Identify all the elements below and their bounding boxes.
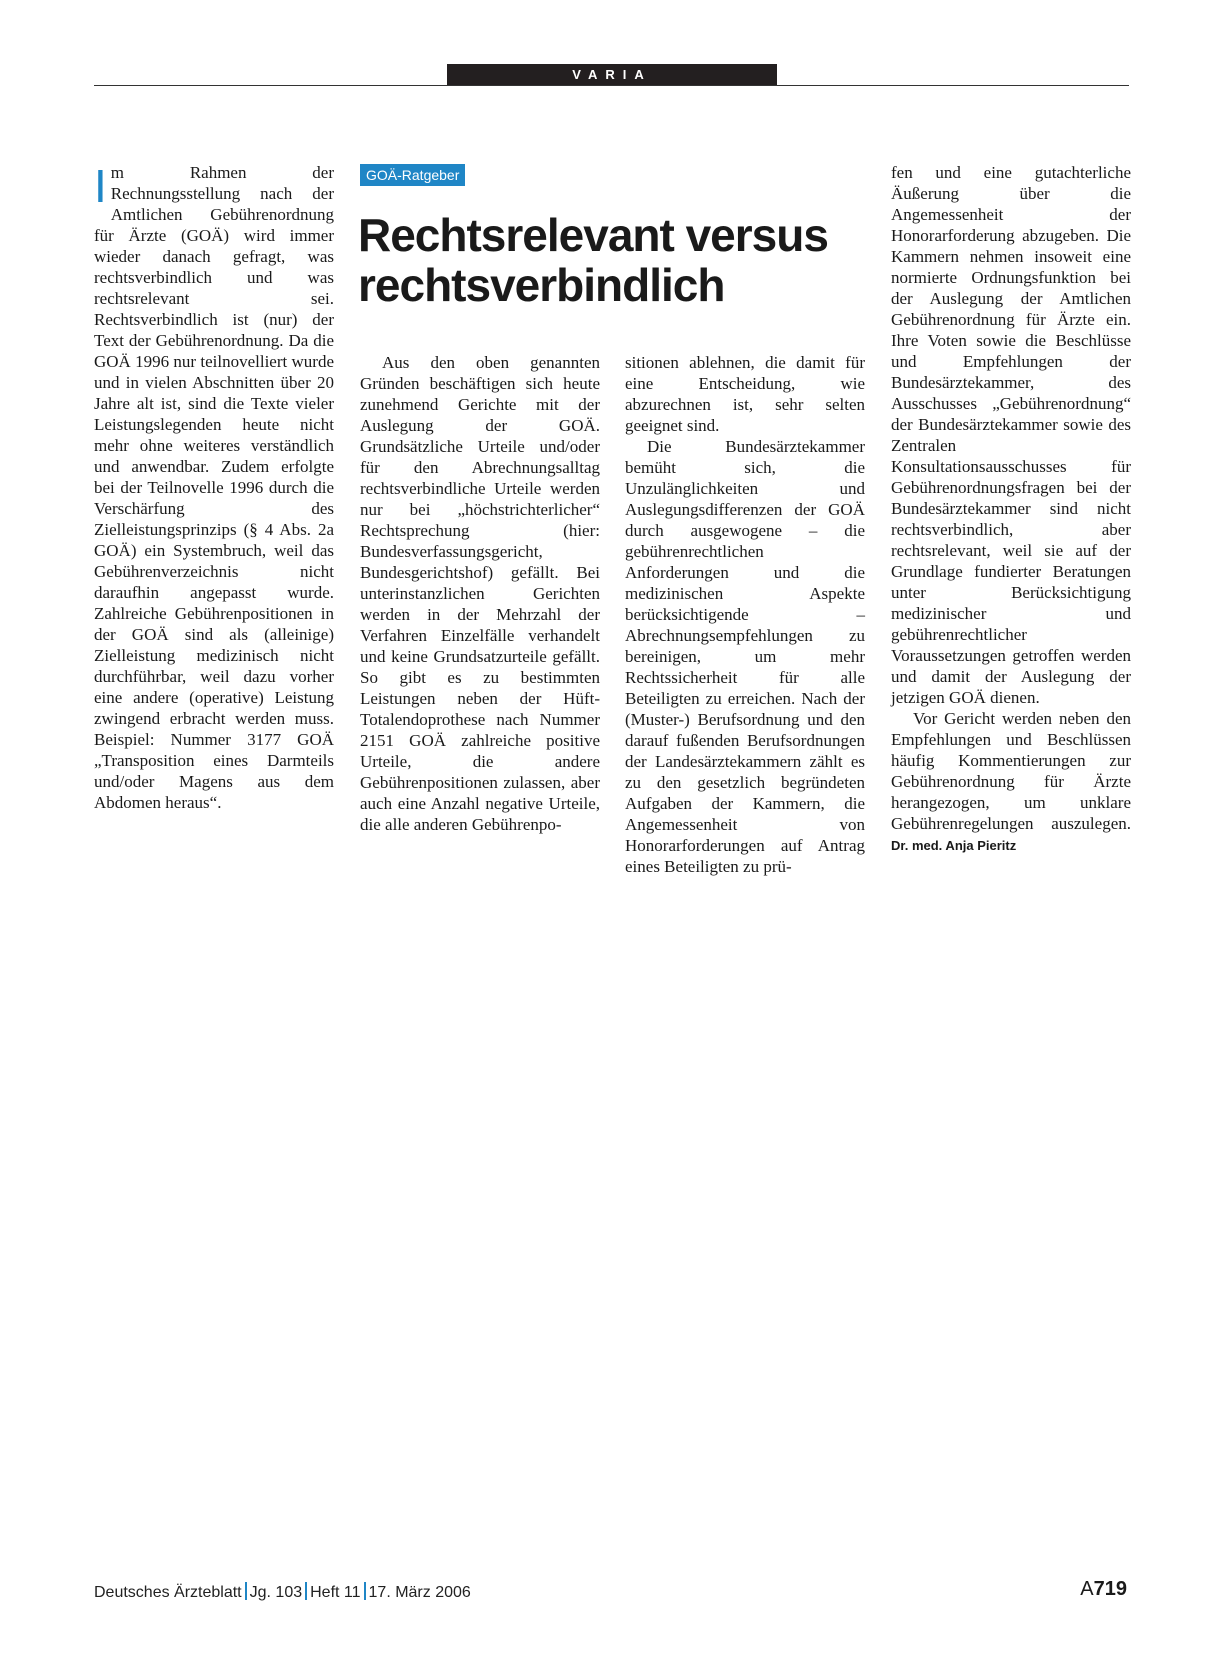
volume: Jg. 103 bbox=[249, 1584, 303, 1601]
article-title: Rechtsrelevant versus rechtsverbindlich bbox=[358, 209, 828, 311]
page-number-value: 719 bbox=[1093, 1578, 1127, 1600]
article-column-4 bbox=[891, 162, 1131, 856]
paragraph: Aus den oben genannten Gründen beschäftigen sich heute zunehmend Gerichte mit der Auslegung der GOÄ. Grundsätzliche Urteile und/oder für den Abrechnungsalltag rechtsverbindliche Urteile werden nur bei „höchstrichterlicher“ Rechtsprechung (hier: Bundesverfassungsgericht, Bundesgerichtshof) gefällt. Bei unterinstanzlichen Gerichten werden in der Mehrzahl der Verfahren Einzelfälle verhandelt und keine Grundsatzurteile gefällt. So gibt es zu bestimmten Leistungen neben der Hüft-Totalendoprothese nach Nummer 2151 GOÄ zahlreiche positive Urteile, die andere Gebührenpositionen zulassen, aber auch eine Anzahl negative Urteile, die alle anderen Gebührenpo- bbox=[360, 353, 600, 834]
section-label: VARIA bbox=[447, 64, 777, 85]
paragraph: sitionen ablehnen, die damit für eine Entscheidung, wie abzurechnen ist, sehr selten geeignet sind. bbox=[625, 353, 865, 435]
header-rule bbox=[94, 85, 1129, 86]
issue-date: 17. März 2006 bbox=[368, 1584, 471, 1601]
closing-paragraph bbox=[891, 708, 1131, 856]
journal-name: Deutsches Ärzteblatt bbox=[94, 1584, 242, 1601]
paragraph: Die Bundesärztekammer bemüht sich, die Unzulänglichkeiten und Auslegungsdifferenzen der GOÄ durch ausgewogene – die gebührenrechtlichen Anforderungen und die medizinischen Aspekte berücksichtigende – Abrechnungsempfehlungen zu bereinigen, um mehr Rechtssicherheit für alle Beteiligten zu erreichen. Nach der (Muster-) Berufsordnung und den darauf fußenden Berufsordnungen der Landesärztekammern zählt es zu den gesetzlich begründeten Aufgaben der Kammern, die Angemessenheit von Honorarforderungen auf Antrag eines Beteiligten zu prü- bbox=[625, 437, 865, 876]
issue: Heft 11 bbox=[310, 1584, 361, 1601]
article-column-3 bbox=[625, 352, 865, 877]
page-prefix: A bbox=[1080, 1578, 1094, 1600]
intro-paragraph bbox=[94, 162, 334, 813]
rubric-label: GOÄ-Ratgeber bbox=[360, 164, 465, 186]
footer-separator bbox=[305, 1582, 307, 1600]
paragraph-text: Vor Gericht werden neben den Empfehlungen und Beschlüssen häufig Kommentierungen zur Gebührenordnung für Ärzte herangezogen, um unklare Gebührenregelungen auszulegen. bbox=[891, 709, 1131, 833]
intro-text: m Rahmen der Rechnungsstellung nach der Amtlichen Gebührenordnung für Ärzte (GOÄ) wird immer wieder danach gefragt, was rechtsverbindlich und was rechtsrelevant sei. Rechtsverbindlich ist (nur) der Text der Gebührenordnung. Da die GOÄ 1996 nur teilnovelliert wurde und in vielen Abschnitten über 20 Jahre alt ist, sind die Texte vieler Leistungslegenden heute nicht mehr ohne weiteres verständlich und anwendbar. Zudem erfolgte bei der Teilnovelle 1996 durch die Verschärfung des Zielleistungsprinzips (§ 4 Abs. 2a GOÄ) ein Systembruch, weil das Gebührenverzeichnis nicht daraufhin angepasst wurde. Zahlreiche Gebührenpositionen in der GOÄ sind als (alleinige) Zielleistung medizinisch nicht durchführbar, weil dazu vorher eine andere (operative) Leistung zwingend erbracht werden muss. Beispiel: Nummer 3177 GOÄ „Transposition eines Darmteils und/oder Magens aus dem Abdomen heraus“. bbox=[94, 163, 334, 812]
drop-cap: I bbox=[94, 160, 107, 212]
article-column-1 bbox=[94, 162, 334, 813]
footer-separator bbox=[245, 1582, 247, 1600]
article-column-2 bbox=[360, 352, 600, 835]
footer-separator bbox=[364, 1582, 366, 1600]
paragraph: fen und eine gutachterliche Äußerung über die Angemessenheit der Honorarforderung abzugeben. Die Kammern nehmen insoweit eine normierte Ordnungsfunktion bei der Auslegung der Amtlichen Gebührenordnung für Ärzte ein. Ihre Voten sowie die Beschlüsse und Empfehlungen der Bundesärztekammer, des Ausschusses „Gebührenordnung“ der Bundesärztekammer sowie des Zentralen Konsultationsausschusses für Gebührenordnungsfragen bei der Bundesärztekammer sind nicht rechtsverbindlich, aber rechtsrelevant, weil sie auf der Grundlage fundierter Beratungen unter Berücksichtigung medizinischer und gebührenrechtlicher Voraussetzungen getroffen werden und damit der Auslegung der jetzigen GOÄ dienen. bbox=[891, 163, 1131, 707]
page-number bbox=[1080, 1578, 1127, 1601]
page-footer bbox=[94, 1582, 471, 1602]
author-name: Dr. med. Anja Pieritz bbox=[891, 838, 1017, 853]
